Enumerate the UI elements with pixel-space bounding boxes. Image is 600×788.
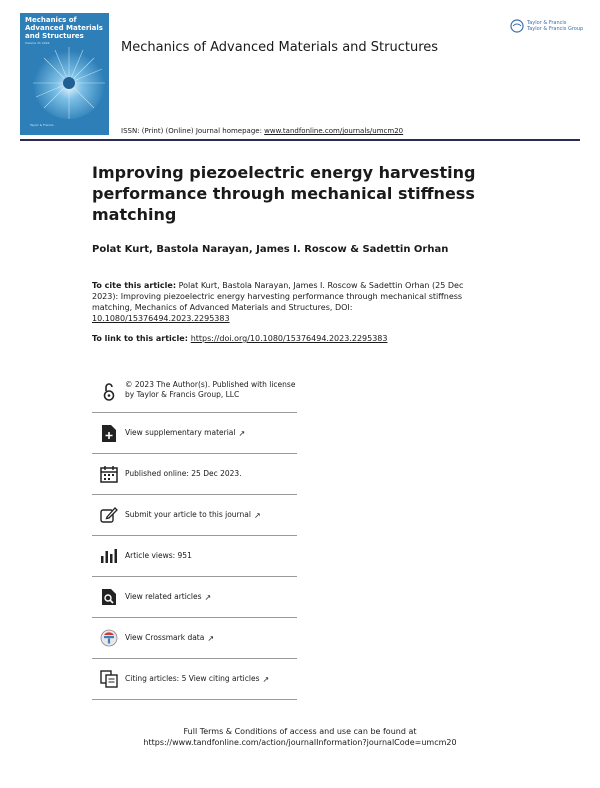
cover-subtitle: Volume 31 2024 [25, 41, 50, 45]
cover-burst-graphic [23, 37, 106, 122]
external-link-icon: ↗ [204, 592, 212, 602]
calendar-icon [92, 462, 125, 486]
search-document-icon [92, 585, 125, 609]
issn-line [121, 127, 403, 135]
external-link-icon: ↗ [262, 674, 270, 684]
supplementary-link[interactable]: View supplementary material [125, 428, 236, 437]
publisher-logo-text: Taylor & Francis [527, 20, 567, 26]
citing-articles-link[interactable]: Citing articles: 5 View citing articles [125, 674, 260, 683]
views-row [92, 536, 297, 577]
doi-link[interactable]: 10.1080/15376494.2023.2295383 [92, 314, 230, 323]
cover-publisher: Taylor & Francis [30, 123, 54, 127]
article-meta-list [92, 370, 297, 700]
cite-text: Polat Kurt, Bastola Narayan, James I. Roscow & Sadettin Orhan (25 Dec 2023): Improving piezoelectric energy harvesting performance through mechanical stiffness matching, Mechanics of Advanced Materials and Structures, DOI: [92, 281, 464, 312]
footer-terms-link[interactable]: https://www.tandfonline.com/action/journalInformation?journalCode=umcm20 [143, 738, 457, 747]
article-doi-url[interactable]: https://doi.org/10.1080/15376494.2023.2295383 [190, 334, 388, 343]
citation-block [92, 280, 492, 324]
cover-title: Mechanics of Advanced Materials and Structures [25, 16, 103, 40]
document-add-icon [92, 421, 125, 445]
page-footer [0, 726, 600, 748]
link-label: To link to this article: [92, 334, 191, 343]
journal-cover-image [20, 13, 109, 135]
citing-documents-icon [92, 667, 125, 691]
taylor-francis-logo-icon [510, 19, 524, 33]
crossmark-icon [92, 626, 125, 650]
publisher-logo[interactable] [510, 15, 585, 37]
link-to-article [92, 334, 388, 343]
external-link-icon: ↗ [253, 510, 261, 520]
open-access-lock-icon [92, 380, 125, 404]
license-text: © 2023 The Author(s). Published with license by Taylor & Francis Group, LLC [125, 380, 296, 399]
article-authors: Polat Kurt, Bastola Narayan, James I. Roscow & Sadettin Orhan [92, 244, 449, 255]
header-divider [20, 139, 580, 141]
related-articles-link[interactable]: View related articles [125, 592, 202, 601]
submit-row[interactable] [92, 495, 297, 536]
supplementary-row[interactable] [92, 413, 297, 454]
edit-pencil-icon [92, 503, 125, 527]
published-date: Published online: 25 Dec 2023. [125, 469, 242, 478]
external-link-icon: ↗ [238, 428, 246, 438]
article-title: Improving piezoelectric energy harvesting performance through mechanical stiffness matching [92, 163, 476, 224]
submit-article-link[interactable]: Submit your article to this journal [125, 510, 251, 519]
crossmark-row[interactable] [92, 618, 297, 659]
publisher-logo-subtext: Taylor & Francis Group [527, 26, 584, 32]
crossmark-link[interactable]: View Crossmark data [125, 633, 205, 642]
article-views: Article views: 951 [125, 551, 192, 560]
citing-row[interactable] [92, 659, 297, 700]
related-row[interactable] [92, 577, 297, 618]
issn-text: ISSN: (Print) (Online) Journal homepage: [121, 127, 265, 135]
journal-title: Mechanics of Advanced Materials and Structures [121, 40, 439, 55]
cite-label: To cite this article: [92, 281, 177, 290]
journal-homepage-link[interactable]: www.tandfonline.com/journals/umcm20 [264, 127, 404, 135]
external-link-icon: ↗ [207, 633, 215, 643]
published-row [92, 454, 297, 495]
footer-terms-text: Full Terms & Conditions of access and use can be found at [183, 727, 417, 736]
license-row [92, 370, 297, 413]
bar-chart-icon [92, 544, 125, 568]
